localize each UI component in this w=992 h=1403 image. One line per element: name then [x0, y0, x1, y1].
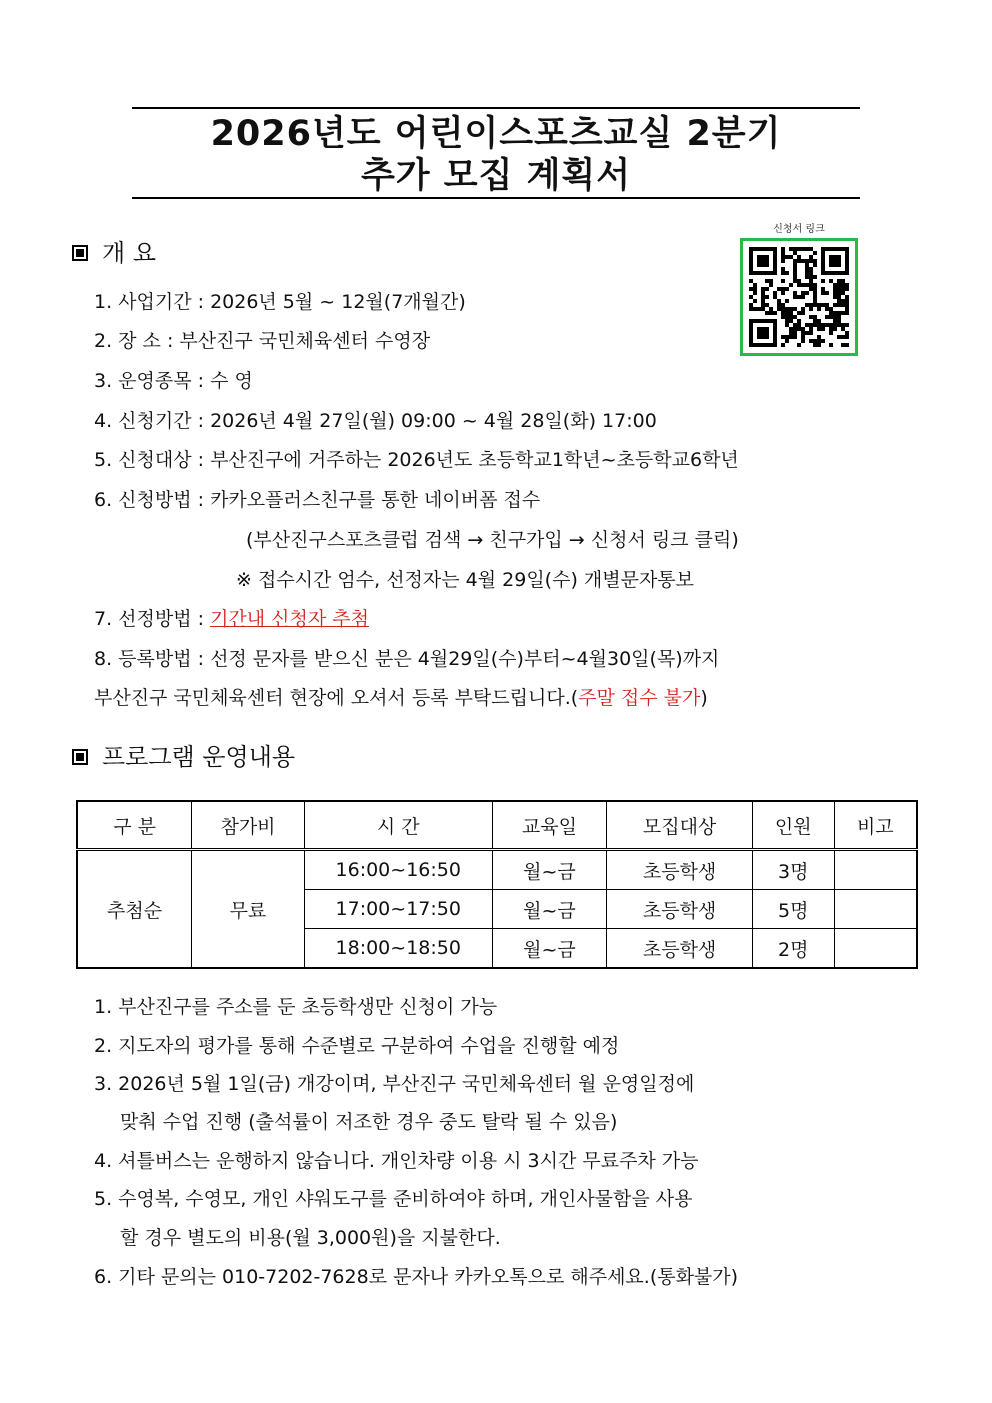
- program-table: [76, 800, 918, 969]
- cell-count: 2명: [752, 929, 834, 969]
- overview-item-sport: 3. 운영종목 : 수 영: [94, 370, 253, 392]
- overview-item-place: 2. 장 소 : 부산진구 국민체육센터 수영장: [94, 330, 431, 352]
- overview-item-method-note: ※ 접수시간 엄수, 선정자는 4월 29일(수) 개별문자통보: [236, 569, 695, 591]
- square-bullet-icon: [72, 245, 88, 261]
- cell-days: 월~금: [492, 890, 607, 929]
- cell-time: 16:00~16:50: [304, 850, 492, 890]
- selection-highlight: 기간내 신청자 추첨: [210, 608, 369, 630]
- header-category: 구 분: [77, 801, 192, 850]
- overview-heading: 개 요: [72, 238, 156, 268]
- cell-target: 초등학생: [607, 850, 753, 890]
- overview-item-period: 1. 사업기간 : 2026년 5월 ~ 12월(7개월간): [94, 291, 466, 313]
- title-line-1: 2026년도 어린이스포츠교실 2분기: [210, 114, 782, 154]
- cell-time: 17:00~17:50: [304, 890, 492, 929]
- note-item-cont: 맞춰 수업 진행 (출석률이 저조한 경우 중도 탈락 될 수 있음): [120, 1111, 618, 1133]
- cell-note: [834, 850, 917, 890]
- title-line-2: 추가 모집 계획서: [360, 156, 632, 196]
- cell-count: 3명: [752, 850, 834, 890]
- header-count: 인원: [752, 801, 834, 850]
- header-time: 시 간: [304, 801, 492, 850]
- qr-code-icon[interactable]: [740, 238, 858, 356]
- qr-label: 신청서 링크: [773, 224, 825, 235]
- cell-target: 초등학생: [607, 890, 753, 929]
- note-item: 1. 부산진구를 주소를 둔 초등학생만 신청이 가능: [94, 996, 498, 1018]
- cell-target: 초등학생: [607, 929, 753, 969]
- note-item: 6. 기타 문의는 010-7202-7628로 문자나 카카오톡으로 해주세요.(통화불가): [94, 1266, 739, 1288]
- weekend-notice: 주말 접수 불가: [578, 687, 701, 709]
- overview-item-selection: 7. 선정방법 : 기간내 신청자 추첨: [94, 608, 369, 630]
- cell-days: 월~금: [492, 850, 607, 890]
- cell-fee: 무료: [192, 850, 305, 969]
- note-item-cont: 할 경우 별도의 비용(월 3,000원)을 지불한다.: [120, 1227, 501, 1249]
- note-item: 4. 셔틀버스는 운행하지 않습니다. 개인차량 이용 시 3시간 무료주차 가능: [94, 1150, 699, 1172]
- qr-block: [740, 222, 858, 356]
- overview-item-method-detail: (부산진구스포츠클럽 검색 → 친구가입 → 신청서 링크 클릭): [246, 529, 739, 551]
- header-note: 비고: [834, 801, 917, 850]
- note-item: 3. 2026년 5월 1일(금) 개강이며, 부산진구 국민체육센터 월 운영일정에: [94, 1073, 695, 1095]
- table-row: [77, 850, 917, 890]
- overview-item-target: 5. 신청대상 : 부산진구에 거주하는 2026년도 초등학교1학년~초등학교6학년: [94, 449, 739, 471]
- square-bullet-icon: [72, 749, 88, 765]
- cell-count: 5명: [752, 890, 834, 929]
- overview-item-registration-cont: 부산진구 국민체육센터 현장에 오셔서 등록 부탁드립니다.(주말 접수 불가): [94, 687, 708, 709]
- cell-group: 추첨순: [77, 850, 192, 969]
- cell-note: [834, 890, 917, 929]
- table-header-row: [77, 801, 917, 850]
- document-title: [132, 107, 860, 199]
- cell-note: [834, 929, 917, 969]
- overview-item-registration: 8. 등록방법 : 선정 문자를 받으신 분은 4월29일(수)부터~4월30일(목)까지: [94, 648, 720, 670]
- cell-time: 18:00~18:50: [304, 929, 492, 969]
- note-item: 2. 지도자의 평가를 통해 수준별로 구분하여 수업을 진행할 예정: [94, 1035, 620, 1057]
- note-item: 5. 수영복, 수영모, 개인 샤워도구를 준비하여야 하며, 개인사물함을 사용: [94, 1188, 693, 1210]
- cell-days: 월~금: [492, 929, 607, 969]
- program-heading: 프로그램 운영내용: [72, 742, 295, 772]
- header-days: 교육일: [492, 801, 607, 850]
- overview-item-apply-period: 4. 신청기간 : 2026년 4월 27일(월) 09:00 ~ 4월 28일(화) 17:00: [94, 410, 657, 432]
- overview-item-method: 6. 신청방법 : 카카오플러스친구를 통한 네이버폼 접수: [94, 489, 541, 511]
- header-fee: 참가비: [192, 801, 305, 850]
- header-target: 모집대상: [607, 801, 753, 850]
